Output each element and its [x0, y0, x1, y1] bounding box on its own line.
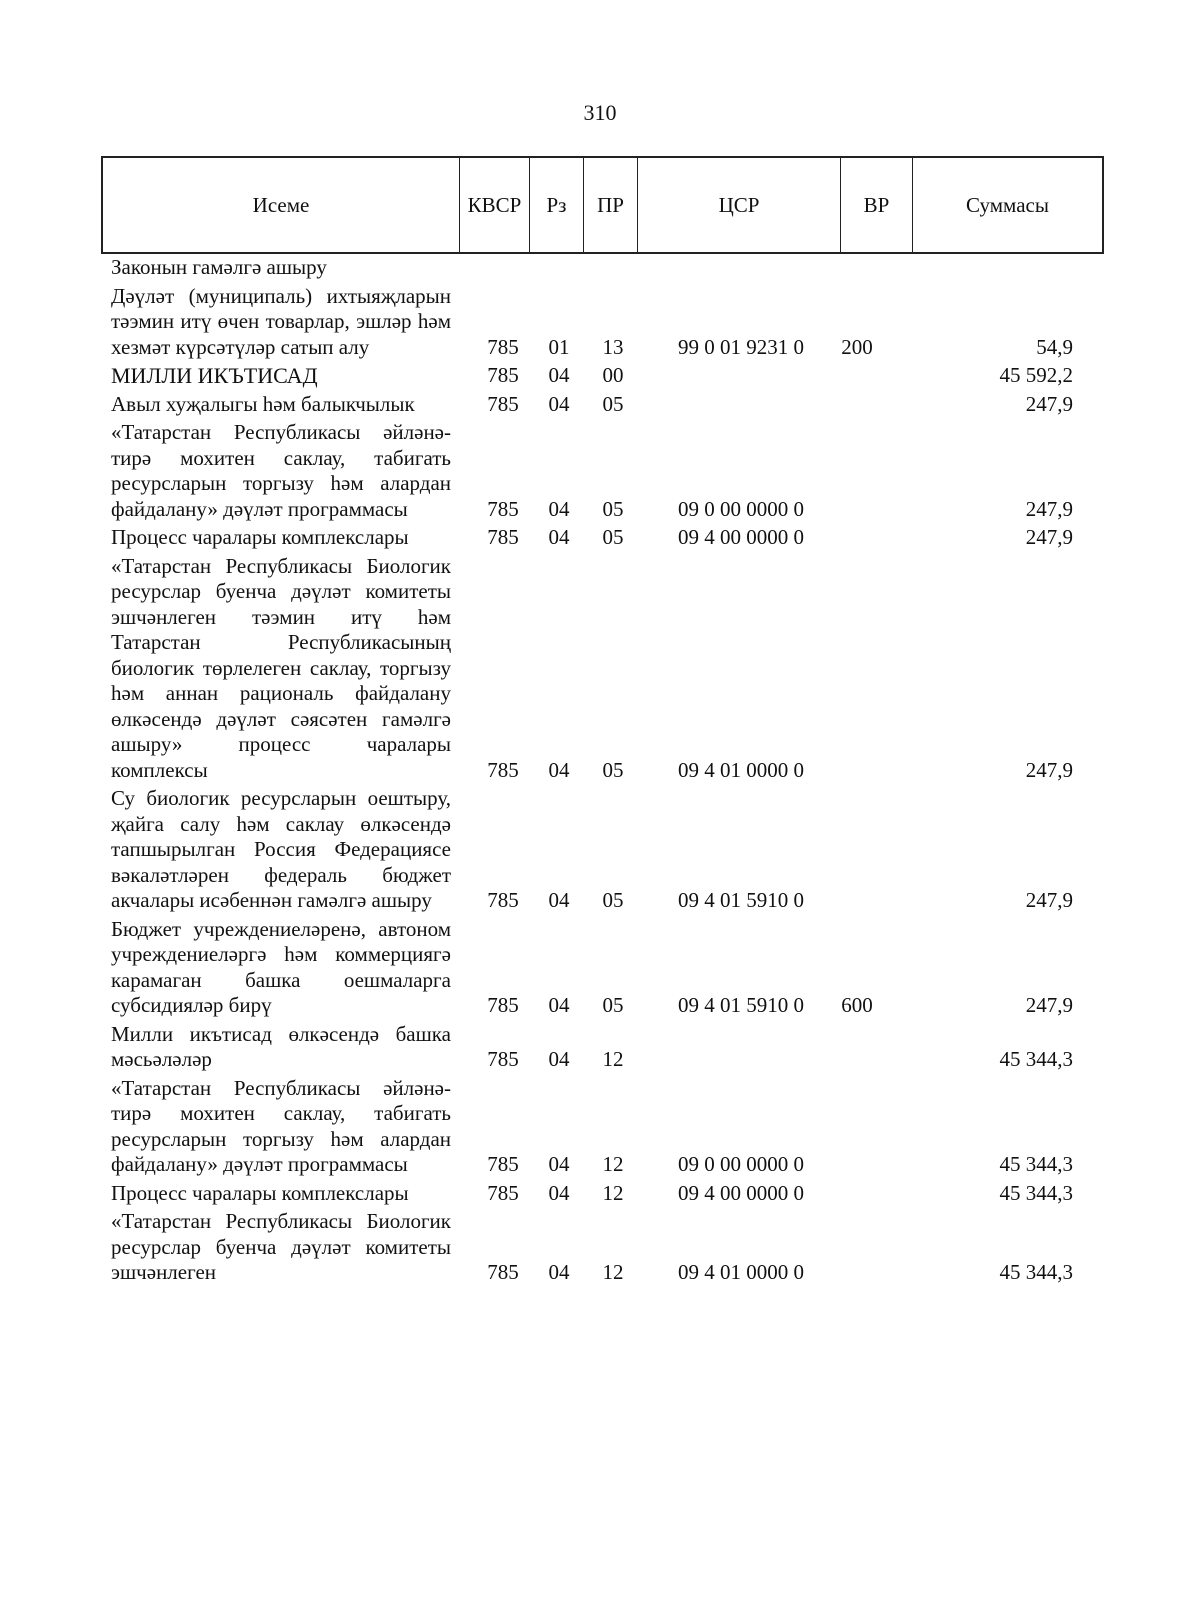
row-vr: 600: [841, 993, 873, 1017]
row-kvsr: 785: [487, 1260, 519, 1284]
row-name: Процесс чаралары комплекслары: [111, 525, 409, 549]
table-row: [111, 363, 1111, 389]
row-sum: 247,9: [1025, 525, 1073, 549]
row-kvsr: 785: [487, 391, 519, 416]
row-csr: 99 0 01 9231 0: [678, 334, 804, 359]
row-rz: 04: [548, 363, 570, 387]
table-row: [111, 525, 1111, 551]
row-rz: 04: [548, 1260, 570, 1284]
header-rz: Рз: [530, 158, 584, 252]
row-sum: 54,9: [1036, 334, 1073, 359]
row-sum: 45 592,2: [999, 363, 1073, 387]
table-row: [111, 284, 1111, 361]
table-row: [111, 255, 1111, 281]
header-sum: Суммасы: [966, 192, 1049, 217]
table-row: [111, 917, 1111, 1019]
row-csr: 09 4 00 0000 0: [678, 1180, 804, 1205]
row-csr: 09 4 01 5910 0: [678, 993, 804, 1017]
row-kvsr: 785: [487, 1180, 519, 1205]
row-kvsr: 785: [487, 993, 519, 1017]
row-sum: 45 344,3: [999, 1152, 1073, 1176]
row-sum: 45 344,3: [999, 1260, 1073, 1284]
row-rz: 04: [548, 1180, 570, 1205]
row-csr: 09 4 00 0000 0: [678, 525, 804, 549]
table-body: [111, 255, 1111, 1289]
row-sum: 247,9: [1025, 993, 1073, 1017]
row-rz: 01: [548, 334, 570, 359]
table-row: [111, 1076, 1111, 1178]
header-vr: ВР: [841, 158, 913, 252]
table-row: [111, 420, 1111, 522]
row-name: Процесс чаралары комплекслары: [111, 1180, 409, 1205]
header-name: Исеме: [103, 158, 460, 252]
row-pr: 05: [602, 888, 624, 912]
row-csr: 09 0 00 0000 0: [678, 1152, 804, 1176]
row-name: МИЛЛИ ИКЪТИСАД: [111, 363, 318, 388]
row-kvsr: 785: [487, 1047, 519, 1071]
row-kvsr: 785: [487, 334, 519, 359]
row-name: Милли икътисад өлкәсендә башка мәсьәләләр: [111, 1021, 451, 1071]
row-name: Бюджет учреждениеләренә, автоном учреждениеләргә һәм коммерциягә карамаган башка оешмаларга субсидияләр бирү: [111, 916, 451, 1017]
page-number: 310: [583, 100, 617, 125]
row-rz: 04: [548, 993, 570, 1017]
row-rz: 04: [548, 391, 570, 416]
table-row: [111, 1181, 1111, 1207]
row-pr: 13: [602, 334, 624, 359]
row-csr: 09 0 00 0000 0: [678, 496, 804, 521]
row-rz: 04: [548, 525, 570, 549]
row-name: «Татарстан Республикасы әйләнә-тирә мохитен саклау, табигать ресурсларын торгызу һәм алардан файдалану» дәүләт программасы: [111, 420, 451, 521]
row-pr: 05: [602, 525, 624, 549]
row-vr: 200: [841, 334, 873, 359]
header-csr: ЦСР: [638, 158, 841, 252]
row-kvsr: 785: [487, 525, 519, 549]
row-pr: 00: [602, 363, 624, 387]
row-pr: 05: [602, 496, 624, 521]
row-name: «Татарстан Республикасы Биологик ресурслар буенча дәүләт комитеты эшчәнлеген: [111, 1209, 451, 1284]
row-sum: 247,9: [1025, 496, 1073, 521]
row-rz: 04: [548, 1047, 570, 1071]
table-header: [101, 156, 1104, 254]
row-rz: 04: [548, 888, 570, 912]
row-kvsr: 785: [487, 888, 519, 912]
row-pr: 05: [602, 391, 624, 416]
row-name: «Татарстан Республикасы әйләнә-тирә мохитен саклау, табигать ресурсларын торгызу һәм алардан файдалану» дәүләт программасы: [111, 1075, 451, 1176]
row-pr: 12: [602, 1180, 624, 1205]
row-kvsr: 785: [487, 363, 519, 387]
row-name: Авыл хуҗалыгы һәм балыкчылык: [111, 391, 415, 416]
row-csr: 09 4 01 0000 0: [678, 1260, 804, 1284]
row-name: «Татарстан Республикасы Биологик ресурслар буенча дәүләт комитеты эшчәнлеген тәэмин итү һәм Татарстан Республикасының биологик төрлелеген саклау, торгызу һәм аннан рациональ файдалану өлкәсендә дәүләт сәясәтен гамәлгә ашыру» процесс чаралары комплексы: [111, 553, 451, 782]
row-pr: 12: [602, 1047, 624, 1071]
table-row: [111, 1022, 1111, 1073]
row-rz: 04: [548, 1152, 570, 1176]
row-rz: 04: [548, 496, 570, 521]
row-csr: 09 4 01 5910 0: [678, 888, 804, 912]
table-row: [111, 786, 1111, 914]
table-row: [111, 392, 1111, 418]
row-sum: 45 344,3: [999, 1047, 1073, 1071]
row-name: Законын гамәлгә ашыру: [111, 255, 327, 279]
row-sum: 247,9: [1025, 391, 1073, 416]
header-pr: ПР: [584, 158, 638, 252]
row-kvsr: 785: [487, 757, 519, 782]
row-csr: 09 4 01 0000 0: [678, 757, 804, 782]
row-name: Дәүләт (муниципаль) ихтыяҗларын тәэмин итү өчен товарлар, эшләр һәм хезмәт күрсәтүләр сатып алу: [111, 283, 451, 359]
row-rz: 04: [548, 757, 570, 782]
row-sum: 247,9: [1025, 757, 1073, 782]
row-pr: 05: [602, 993, 624, 1017]
row-pr: 12: [602, 1260, 624, 1284]
row-name: Су биологик ресурсларын оештыру, җайга салу һәм саклау өлкәсендә тапшырылган Россия Федерациясе вәкаләтләрен федераль бюджет акчалары исәбеннән гамәлгә ашыру: [111, 786, 451, 912]
table-row: [111, 1209, 1111, 1286]
row-sum: 45 344,3: [999, 1180, 1073, 1205]
row-kvsr: 785: [487, 1152, 519, 1176]
row-pr: 12: [602, 1152, 624, 1176]
header-kvsr: КВСР: [460, 158, 530, 252]
table-row: [111, 554, 1111, 784]
row-kvsr: 785: [487, 496, 519, 521]
row-pr: 05: [602, 757, 624, 782]
row-sum: 247,9: [1025, 888, 1073, 912]
